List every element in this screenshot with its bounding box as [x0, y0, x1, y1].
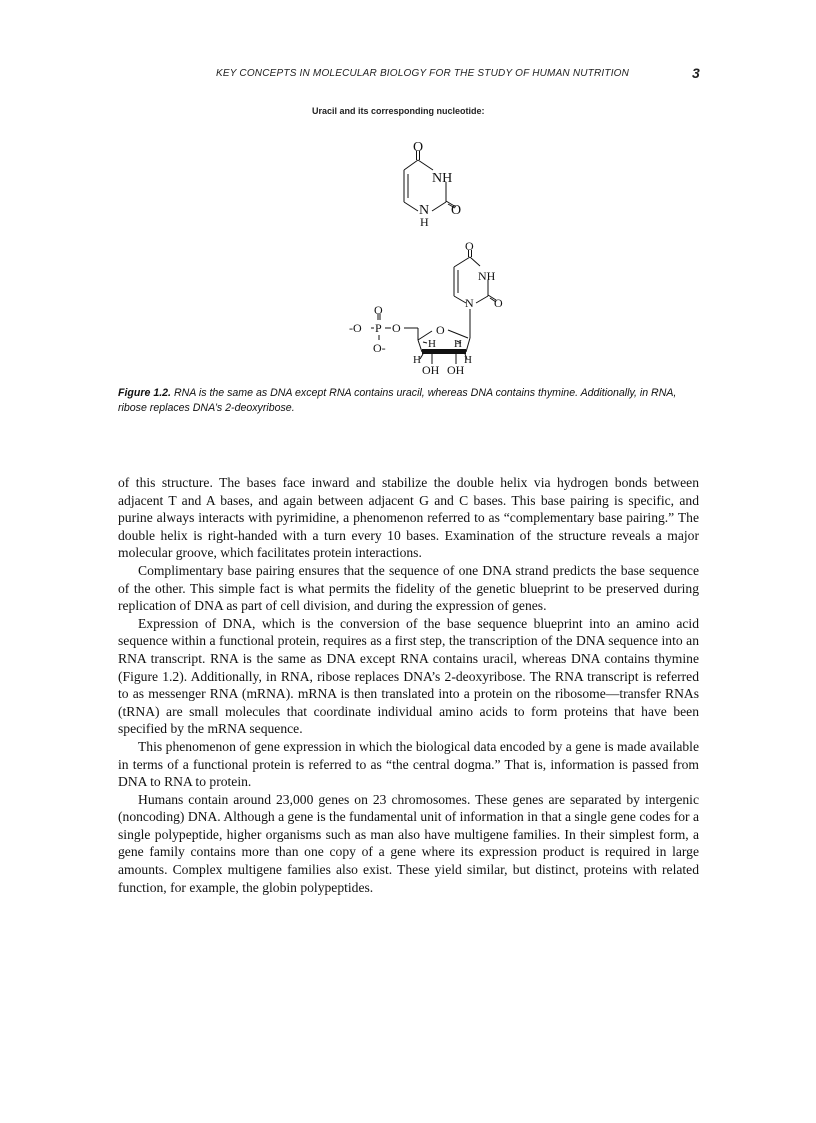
figure-panel-label: Uracil and its corresponding nucleotide: [312, 106, 485, 116]
paragraph: Complimentary base pairing ensures that the sequence of one DNA strand predicts the base sequence of the other. This simple fact is what permits the fidelity of the genetic blueprint to be preserved during replication of DNA as part of cell division, and during the expression of genes. [118, 562, 699, 614]
atom-o: O [413, 140, 424, 155]
atom-o: O [392, 321, 401, 335]
uracil-atoms [413, 140, 461, 229]
body-text [118, 474, 699, 896]
atom-h: H [454, 338, 462, 350]
paragraph: Humans contain around 23,000 genes on 23 chromosomes. These genes are separated by intergenic (noncoding) DNA. Although a gene is the fundamental unit of information in that a single gene codes for a single polypeptide, higher organisms such as man also have multigene families. In their simplest form, a gene family contains more than one copy of a gene where its expression product is required in large amounts. Complex multigene families also exist. These yield similar, but distinct, proteins with related function, for example, the globin polypeptides. [118, 791, 699, 895]
running-title: KEY CONCEPTS IN MOLECULAR BIOLOGY FOR THE STUDY OF HUMAN NUTRITION [216, 68, 630, 79]
paragraph: of this structure. The bases face inward and stabilize the double helix via hydrogen bonds between adjacent T and A bases, and again between adjacent G and C bases. This base pairing is specific, and purine always interacts with pyrimidine, a phenomenon referred to as “complementary base pairing.” The double helix is right-handed with a turn every 10 bases. Examination of the structure reveals a major molecular groove, which facilitates protein interactions. [118, 475, 699, 561]
atom-n: N [419, 203, 430, 218]
atom-h: H [413, 354, 421, 366]
atom-h: H [464, 354, 472, 366]
atom-oh: OH [447, 363, 465, 377]
atom-p: P [375, 321, 382, 335]
atom-o: O [436, 323, 445, 337]
figure-caption-label: Figure 1.2. [118, 387, 171, 399]
atom-o: O [465, 239, 474, 253]
atom-o-minus: O- [373, 341, 386, 355]
atom-o-minus: -O [349, 321, 362, 335]
paragraph: This phenomenon of gene expression in which the biological data encoded by a gene is made available in terms of a functional protein is referred to as “the central dogma.” That is, information is passed from DNA to RNA to protein. [118, 738, 699, 790]
atom-n: N [465, 296, 474, 310]
atom-o: O [374, 303, 383, 317]
paragraph: Expression of DNA, which is the conversion of the base sequence blueprint into an amino acid sequence within a functional protein, requires as a first step, the transcription of the DNA sequence into an RNA transcript. RNA is the same as DNA except RNA contains uracil, whereas DNA contains thymine (Figure 1.2). Additionally, in RNA, ribose replaces DNA’s 2-deoxyribose. The RNA transcript is referred to as messenger RNA (mRNA). mRNA is then translated into a protein on the ribosome—transfer RNAs (tRNA) are small molecules that coordinate individual amino acids to form proteins that have been specified by the mRNA sequence. [118, 615, 699, 737]
figure-caption [118, 386, 702, 416]
nucleotide-atoms [349, 239, 503, 377]
atom-nh: NH [478, 269, 496, 283]
atom-oh: OH [422, 363, 440, 377]
page-number: 3 [692, 65, 700, 81]
atom-o: O [451, 203, 462, 218]
atom-h: H [420, 215, 429, 229]
atom-o: O [494, 296, 503, 310]
uracil-structure-diagram [0, 0, 816, 400]
figure-caption-text: RNA is the same as DNA except RNA contains uracil, whereas DNA contains thymine. Additionally, in RNA, ribose replaces DNA’s 2-deoxyribose. [118, 387, 677, 414]
atom-h: H [428, 338, 436, 350]
atom-nh: NH [432, 171, 453, 186]
